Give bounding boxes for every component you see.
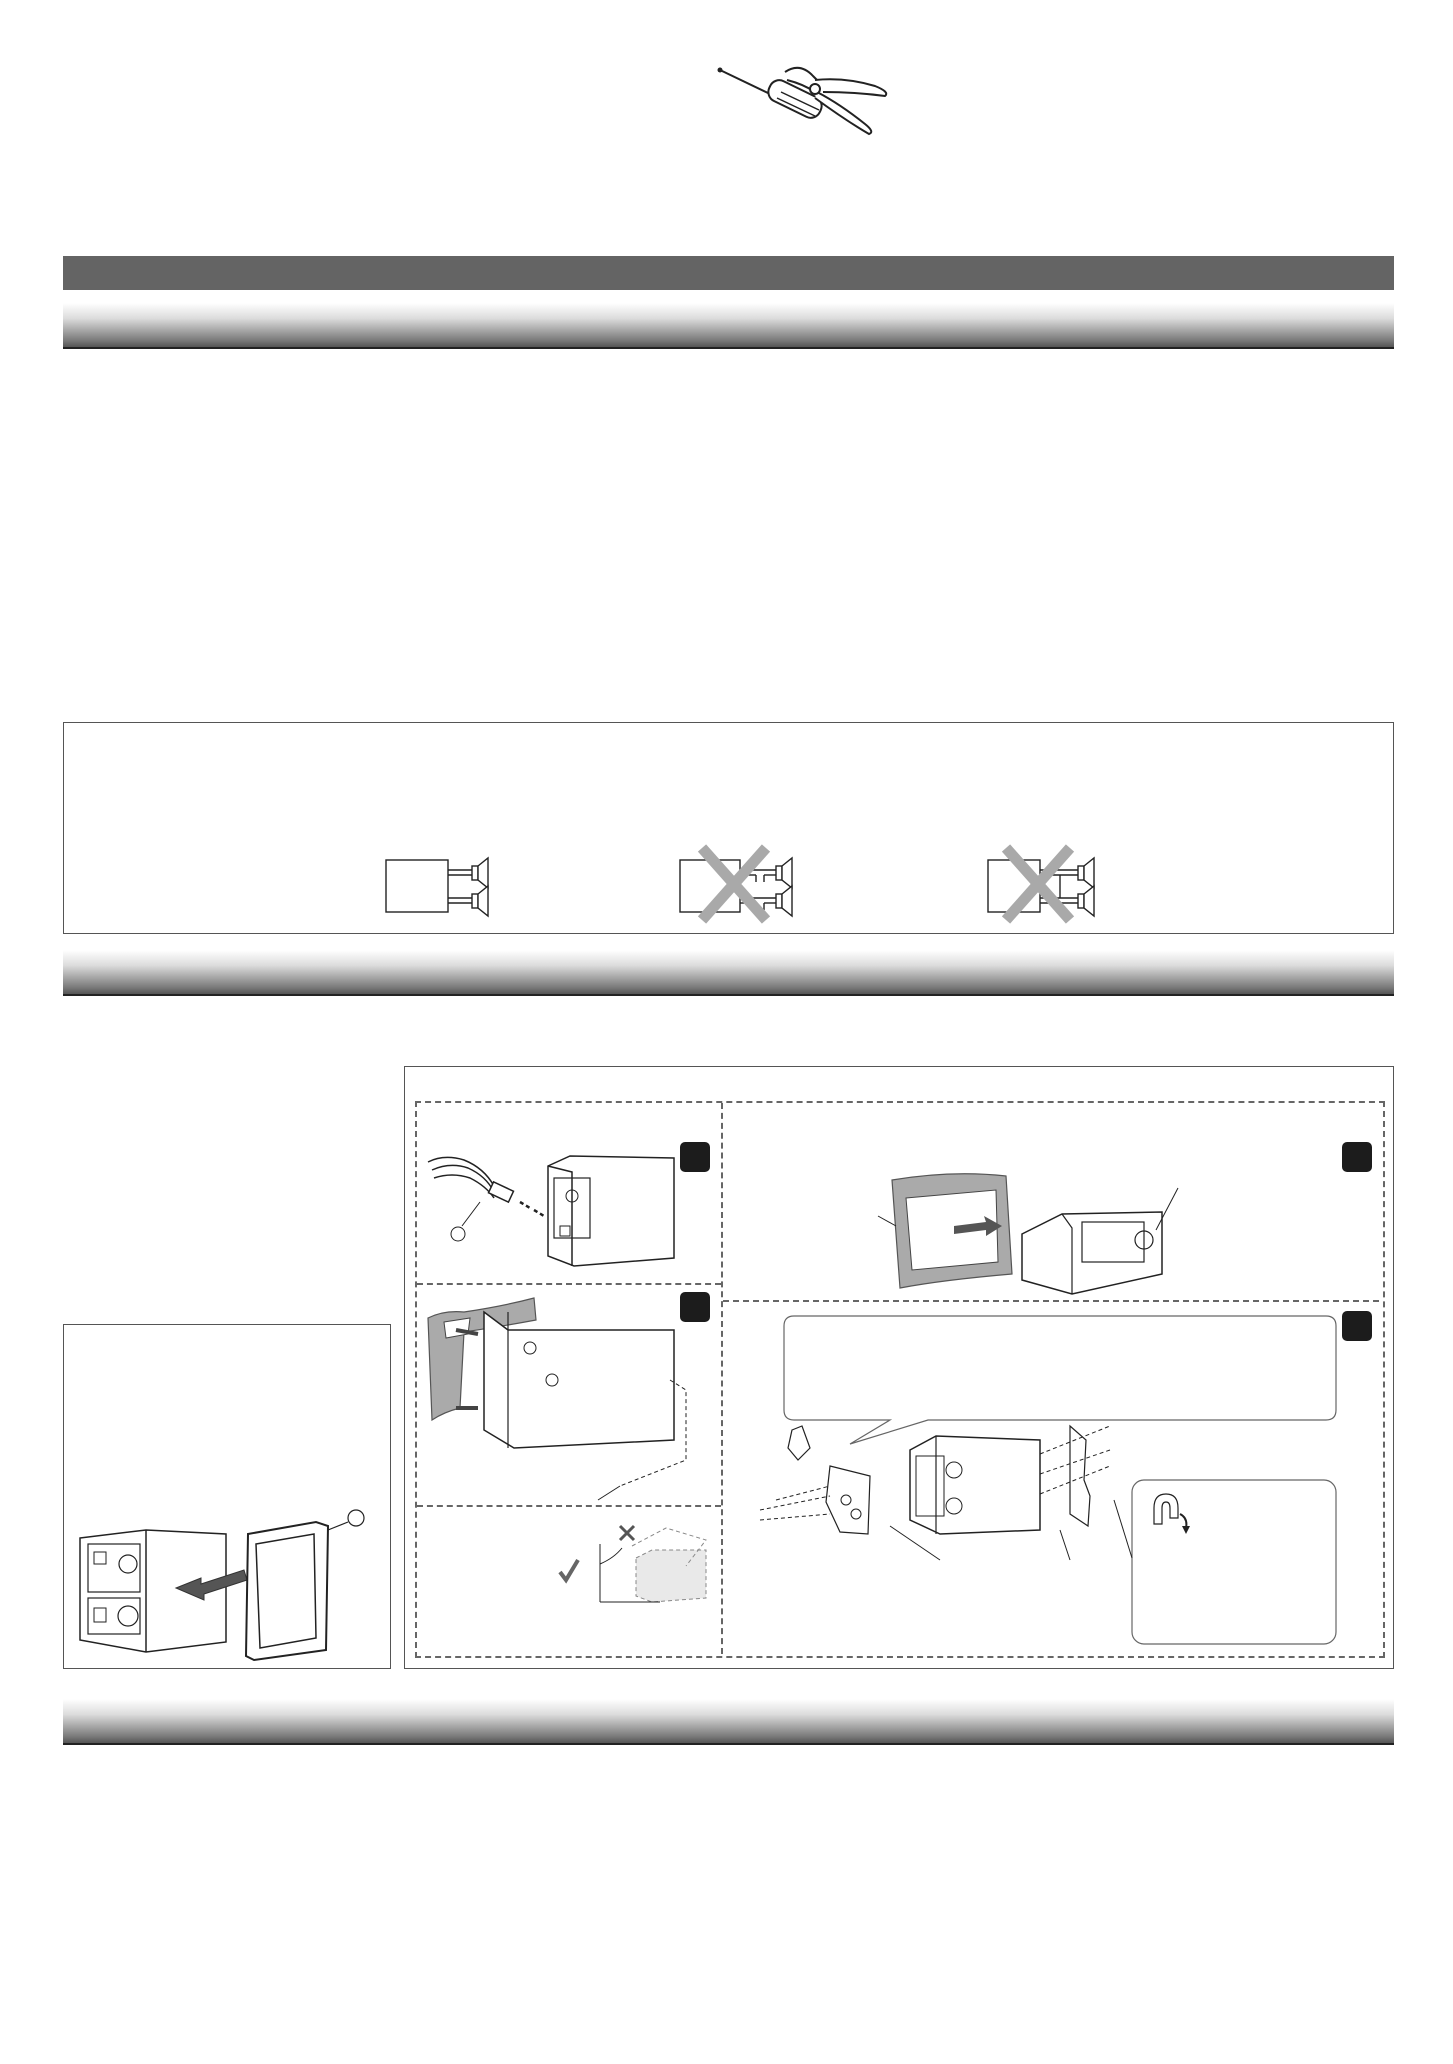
- step-number-badge: [1342, 1142, 1372, 1172]
- step3-harness-illustration: [424, 1148, 684, 1278]
- speaker-wiring-ok-lines: [380, 846, 500, 922]
- divider-right-1: [723, 1300, 1379, 1302]
- speaker-wiring-ok-diagram: [380, 846, 500, 922]
- subsection-header-bar-installation: [63, 950, 1394, 996]
- speaker-wiring-wrong-diagram-1: [676, 846, 796, 922]
- speaker-wiring-wrong-lines-1: [676, 846, 796, 922]
- installation-angle-illustration: [556, 1518, 716, 1608]
- divider-vertical: [721, 1103, 723, 1654]
- step4-dashboard-mount-illustration: [424, 1290, 694, 1500]
- step-number-badge: [1342, 1311, 1372, 1341]
- screwdriver-and-pliers-icon: [715, 62, 895, 140]
- divider-left-1: [417, 1283, 721, 1285]
- speaker-wiring-wrong-diagram-2: [984, 846, 1104, 922]
- step2-callout-leader: [1112, 1500, 1152, 1560]
- cross-mark-icon: [620, 1526, 634, 1540]
- section-header-bar: [63, 256, 1394, 290]
- subsection-header-bar: [63, 303, 1394, 349]
- step2-detail-callout: [1130, 1478, 1340, 1648]
- subsection-header-bar-bottom: [63, 1699, 1394, 1745]
- step-number-badge: [680, 1142, 710, 1172]
- check-mark-icon: [560, 1560, 578, 1580]
- trim-plate-illustration: [76, 1520, 376, 1660]
- speaker-wiring-wrong-lines-2: [984, 846, 1104, 922]
- step2-bracket-assembly-illustration: [740, 1410, 1140, 1590]
- step1-remove-trim-illustration: [872, 1164, 1192, 1294]
- divider-left-2: [417, 1505, 721, 1507]
